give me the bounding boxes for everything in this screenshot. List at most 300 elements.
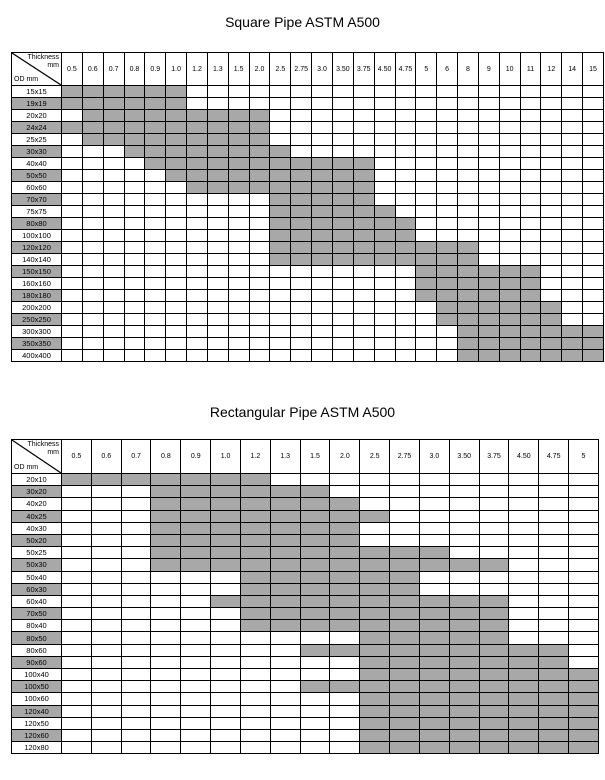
- empty-cell: [207, 254, 228, 266]
- empty-cell: [499, 98, 520, 110]
- empty-cell: [187, 254, 208, 266]
- od-size-cell: 60x40: [12, 595, 62, 607]
- empty-cell: [151, 620, 181, 632]
- empty-cell: [395, 194, 416, 206]
- available-cell: [520, 290, 541, 302]
- empty-cell: [187, 290, 208, 302]
- empty-cell: [353, 266, 374, 278]
- available-cell: [187, 170, 208, 182]
- empty-cell: [374, 158, 395, 170]
- empty-cell: [583, 230, 604, 242]
- empty-cell: [569, 571, 599, 583]
- available-cell: [479, 717, 509, 729]
- available-cell: [520, 302, 541, 314]
- available-cell: [569, 705, 599, 717]
- empty-cell: [270, 326, 291, 338]
- available-cell: [437, 314, 458, 326]
- empty-cell: [569, 486, 599, 498]
- empty-cell: [353, 326, 374, 338]
- od-size-cell: 80x50: [12, 632, 62, 644]
- available-cell: [449, 644, 479, 656]
- empty-cell: [562, 194, 583, 206]
- empty-cell: [207, 194, 228, 206]
- empty-cell: [583, 314, 604, 326]
- available-cell: [300, 559, 330, 571]
- available-cell: [300, 620, 330, 632]
- table-row: [12, 474, 599, 486]
- empty-cell: [249, 350, 270, 362]
- empty-cell: [82, 266, 103, 278]
- available-cell: [228, 182, 249, 194]
- empty-cell: [62, 717, 92, 729]
- header-row: [12, 53, 604, 86]
- empty-cell: [330, 656, 360, 668]
- empty-cell: [270, 681, 300, 693]
- available-cell: [240, 559, 270, 571]
- empty-cell: [181, 632, 211, 644]
- available-cell: [312, 182, 333, 194]
- empty-cell: [270, 656, 300, 668]
- empty-cell: [569, 559, 599, 571]
- empty-cell: [312, 266, 333, 278]
- available-cell: [499, 326, 520, 338]
- empty-cell: [562, 314, 583, 326]
- table-row: [12, 620, 599, 632]
- available-cell: [562, 326, 583, 338]
- available-cell: [330, 559, 360, 571]
- empty-cell: [145, 182, 166, 194]
- available-cell: [509, 742, 539, 754]
- od-size-cell: 90x60: [12, 656, 62, 668]
- empty-cell: [62, 498, 92, 510]
- empty-cell: [416, 338, 437, 350]
- empty-cell: [390, 510, 420, 522]
- table-row: [12, 669, 599, 681]
- thickness-header-cell: 1.0: [166, 53, 187, 86]
- empty-cell: [539, 571, 569, 583]
- available-cell: [419, 547, 449, 559]
- empty-cell: [416, 98, 437, 110]
- table-row: [12, 230, 604, 242]
- available-cell: [479, 595, 509, 607]
- empty-cell: [249, 278, 270, 290]
- available-cell: [583, 326, 604, 338]
- thickness-header-cell: 4.75: [395, 53, 416, 86]
- empty-cell: [416, 122, 437, 134]
- empty-cell: [91, 534, 121, 546]
- empty-cell: [390, 486, 420, 498]
- empty-cell: [541, 206, 562, 218]
- empty-cell: [103, 158, 124, 170]
- available-cell: [270, 510, 300, 522]
- empty-cell: [270, 122, 291, 134]
- available-cell: [562, 338, 583, 350]
- empty-cell: [82, 182, 103, 194]
- thickness-header-cell: 12: [541, 53, 562, 86]
- empty-cell: [353, 98, 374, 110]
- available-cell: [479, 729, 509, 741]
- empty-cell: [541, 98, 562, 110]
- available-cell: [332, 218, 353, 230]
- empty-cell: [541, 134, 562, 146]
- empty-cell: [449, 474, 479, 486]
- empty-cell: [330, 474, 360, 486]
- empty-cell: [270, 669, 300, 681]
- empty-cell: [499, 206, 520, 218]
- empty-cell: [499, 194, 520, 206]
- available-cell: [509, 669, 539, 681]
- empty-cell: [374, 146, 395, 158]
- empty-cell: [569, 608, 599, 620]
- empty-cell: [332, 134, 353, 146]
- empty-cell: [124, 182, 145, 194]
- empty-cell: [228, 242, 249, 254]
- available-cell: [332, 206, 353, 218]
- od-size-cell: 180x180: [12, 290, 62, 302]
- empty-cell: [539, 620, 569, 632]
- available-cell: [449, 595, 479, 607]
- empty-cell: [124, 326, 145, 338]
- empty-cell: [374, 86, 395, 98]
- empty-cell: [478, 122, 499, 134]
- empty-cell: [270, 338, 291, 350]
- available-cell: [416, 278, 437, 290]
- empty-cell: [62, 326, 83, 338]
- available-cell: [270, 230, 291, 242]
- available-cell: [478, 326, 499, 338]
- empty-cell: [541, 242, 562, 254]
- empty-cell: [312, 290, 333, 302]
- available-cell: [449, 632, 479, 644]
- empty-cell: [91, 522, 121, 534]
- empty-cell: [360, 486, 390, 498]
- available-cell: [270, 254, 291, 266]
- thickness-header-cell: 2.5: [270, 53, 291, 86]
- empty-cell: [207, 266, 228, 278]
- available-cell: [211, 595, 241, 607]
- empty-cell: [539, 547, 569, 559]
- empty-cell: [449, 583, 479, 595]
- empty-cell: [479, 486, 509, 498]
- empty-cell: [458, 218, 479, 230]
- od-size-cell: 50x20: [12, 534, 62, 546]
- table-row: [12, 742, 599, 754]
- od-size-cell: 75x75: [12, 206, 62, 218]
- thickness-header-cell: 3.50: [332, 53, 353, 86]
- empty-cell: [330, 729, 360, 741]
- empty-cell: [181, 608, 211, 620]
- empty-cell: [539, 486, 569, 498]
- table-row: [12, 86, 604, 98]
- empty-cell: [121, 522, 151, 534]
- empty-cell: [121, 571, 151, 583]
- available-cell: [479, 705, 509, 717]
- empty-cell: [181, 644, 211, 656]
- empty-cell: [145, 242, 166, 254]
- empty-cell: [103, 290, 124, 302]
- empty-cell: [509, 474, 539, 486]
- empty-cell: [374, 170, 395, 182]
- empty-cell: [583, 86, 604, 98]
- empty-cell: [539, 510, 569, 522]
- empty-cell: [62, 290, 83, 302]
- available-cell: [583, 338, 604, 350]
- empty-cell: [332, 350, 353, 362]
- empty-cell: [360, 534, 390, 546]
- empty-cell: [166, 278, 187, 290]
- empty-cell: [300, 474, 330, 486]
- empty-cell: [207, 326, 228, 338]
- empty-cell: [478, 254, 499, 266]
- available-cell: [211, 534, 241, 546]
- empty-cell: [62, 693, 92, 705]
- available-cell: [270, 170, 291, 182]
- thickness-header-cell: 1.5: [228, 53, 249, 86]
- available-cell: [449, 681, 479, 693]
- empty-cell: [374, 194, 395, 206]
- available-cell: [300, 595, 330, 607]
- empty-cell: [416, 194, 437, 206]
- available-cell: [151, 522, 181, 534]
- empty-cell: [62, 742, 92, 754]
- empty-cell: [437, 86, 458, 98]
- available-cell: [270, 218, 291, 230]
- empty-cell: [478, 242, 499, 254]
- available-cell: [103, 110, 124, 122]
- available-cell: [479, 656, 509, 668]
- empty-cell: [91, 547, 121, 559]
- empty-cell: [207, 338, 228, 350]
- available-cell: [479, 681, 509, 693]
- empty-cell: [82, 302, 103, 314]
- empty-cell: [291, 326, 312, 338]
- empty-cell: [187, 86, 208, 98]
- od-size-cell: 120x80: [12, 742, 62, 754]
- available-cell: [419, 705, 449, 717]
- empty-cell: [62, 656, 92, 668]
- empty-cell: [181, 729, 211, 741]
- table-row: [12, 98, 604, 110]
- empty-cell: [124, 350, 145, 362]
- empty-cell: [82, 314, 103, 326]
- empty-cell: [520, 122, 541, 134]
- available-cell: [312, 170, 333, 182]
- table-row: [12, 583, 599, 595]
- rectangular-pipe-title: Rectangular Pipe ASTM A500: [209, 404, 396, 420]
- empty-cell: [124, 194, 145, 206]
- available-cell: [360, 620, 390, 632]
- empty-cell: [312, 110, 333, 122]
- od-size-cell: 25x25: [12, 134, 62, 146]
- available-cell: [360, 656, 390, 668]
- available-cell: [419, 681, 449, 693]
- empty-cell: [562, 242, 583, 254]
- empty-cell: [416, 110, 437, 122]
- available-cell: [509, 729, 539, 741]
- od-size-cell: 50x40: [12, 571, 62, 583]
- available-cell: [437, 242, 458, 254]
- empty-cell: [395, 170, 416, 182]
- empty-cell: [539, 608, 569, 620]
- empty-cell: [449, 534, 479, 546]
- empty-cell: [312, 122, 333, 134]
- available-cell: [270, 182, 291, 194]
- available-cell: [240, 595, 270, 607]
- empty-cell: [562, 98, 583, 110]
- header-thickness-label: [27, 441, 59, 457]
- empty-cell: [478, 110, 499, 122]
- empty-cell: [374, 122, 395, 134]
- available-cell: [62, 122, 83, 134]
- available-cell: [390, 620, 420, 632]
- available-cell: [416, 242, 437, 254]
- available-cell: [509, 693, 539, 705]
- empty-cell: [390, 474, 420, 486]
- available-cell: [569, 681, 599, 693]
- empty-cell: [458, 194, 479, 206]
- empty-cell: [228, 314, 249, 326]
- empty-cell: [145, 170, 166, 182]
- empty-cell: [569, 644, 599, 656]
- empty-cell: [562, 182, 583, 194]
- empty-cell: [499, 182, 520, 194]
- empty-cell: [478, 98, 499, 110]
- empty-cell: [437, 158, 458, 170]
- available-cell: [458, 254, 479, 266]
- empty-cell: [121, 534, 151, 546]
- thickness-header-cell: 5: [416, 53, 437, 86]
- empty-cell: [62, 242, 83, 254]
- empty-cell: [62, 669, 92, 681]
- available-cell: [124, 86, 145, 98]
- empty-cell: [121, 595, 151, 607]
- available-cell: [270, 571, 300, 583]
- empty-cell: [124, 278, 145, 290]
- empty-cell: [478, 182, 499, 194]
- empty-cell: [91, 705, 121, 717]
- available-cell: [479, 742, 509, 754]
- empty-cell: [509, 510, 539, 522]
- empty-cell: [478, 194, 499, 206]
- empty-cell: [82, 278, 103, 290]
- available-cell: [520, 278, 541, 290]
- empty-cell: [312, 326, 333, 338]
- empty-cell: [374, 98, 395, 110]
- empty-cell: [300, 632, 330, 644]
- empty-cell: [520, 206, 541, 218]
- available-cell: [330, 522, 360, 534]
- empty-cell: [458, 206, 479, 218]
- empty-cell: [539, 522, 569, 534]
- thickness-header-cell: 6: [437, 53, 458, 86]
- empty-cell: [62, 681, 92, 693]
- available-cell: [270, 559, 300, 571]
- available-cell: [419, 620, 449, 632]
- available-cell: [360, 632, 390, 644]
- empty-cell: [437, 230, 458, 242]
- available-cell: [82, 110, 103, 122]
- od-size-cell: 100x60: [12, 693, 62, 705]
- table-row: [12, 110, 604, 122]
- empty-cell: [145, 278, 166, 290]
- empty-cell: [360, 498, 390, 510]
- available-cell: [240, 583, 270, 595]
- available-cell: [390, 608, 420, 620]
- available-cell: [479, 644, 509, 656]
- empty-cell: [300, 693, 330, 705]
- od-size-cell: 30x30: [12, 146, 62, 158]
- empty-cell: [520, 134, 541, 146]
- empty-cell: [151, 644, 181, 656]
- available-cell: [181, 534, 211, 546]
- empty-cell: [509, 620, 539, 632]
- empty-cell: [291, 110, 312, 122]
- available-cell: [270, 486, 300, 498]
- available-cell: [437, 302, 458, 314]
- empty-cell: [562, 266, 583, 278]
- empty-cell: [353, 146, 374, 158]
- empty-cell: [353, 122, 374, 134]
- available-cell: [583, 350, 604, 362]
- empty-cell: [458, 110, 479, 122]
- empty-cell: [416, 170, 437, 182]
- available-cell: [478, 302, 499, 314]
- available-cell: [211, 510, 241, 522]
- empty-cell: [562, 218, 583, 230]
- available-cell: [332, 158, 353, 170]
- available-cell: [240, 474, 270, 486]
- empty-cell: [103, 278, 124, 290]
- available-cell: [437, 254, 458, 266]
- available-cell: [82, 86, 103, 98]
- available-cell: [499, 278, 520, 290]
- available-cell: [509, 717, 539, 729]
- thickness-header-cell: 1.3: [270, 440, 300, 474]
- empty-cell: [91, 571, 121, 583]
- available-cell: [416, 266, 437, 278]
- empty-cell: [419, 510, 449, 522]
- empty-cell: [395, 326, 416, 338]
- available-cell: [270, 146, 291, 158]
- empty-cell: [121, 669, 151, 681]
- available-cell: [228, 158, 249, 170]
- empty-cell: [91, 498, 121, 510]
- empty-cell: [121, 656, 151, 668]
- available-cell: [211, 486, 241, 498]
- available-cell: [390, 669, 420, 681]
- available-cell: [360, 547, 390, 559]
- thickness-header-cell: 3.0: [419, 440, 449, 474]
- available-cell: [539, 644, 569, 656]
- empty-cell: [228, 218, 249, 230]
- empty-cell: [124, 290, 145, 302]
- available-cell: [207, 146, 228, 158]
- available-cell: [151, 486, 181, 498]
- empty-cell: [270, 86, 291, 98]
- empty-cell: [62, 338, 83, 350]
- empty-cell: [520, 230, 541, 242]
- available-cell: [419, 729, 449, 741]
- available-cell: [541, 326, 562, 338]
- available-cell: [145, 146, 166, 158]
- available-cell: [539, 742, 569, 754]
- available-cell: [562, 350, 583, 362]
- empty-cell: [509, 608, 539, 620]
- available-cell: [478, 350, 499, 362]
- empty-cell: [291, 134, 312, 146]
- available-cell: [449, 559, 479, 571]
- available-cell: [211, 547, 241, 559]
